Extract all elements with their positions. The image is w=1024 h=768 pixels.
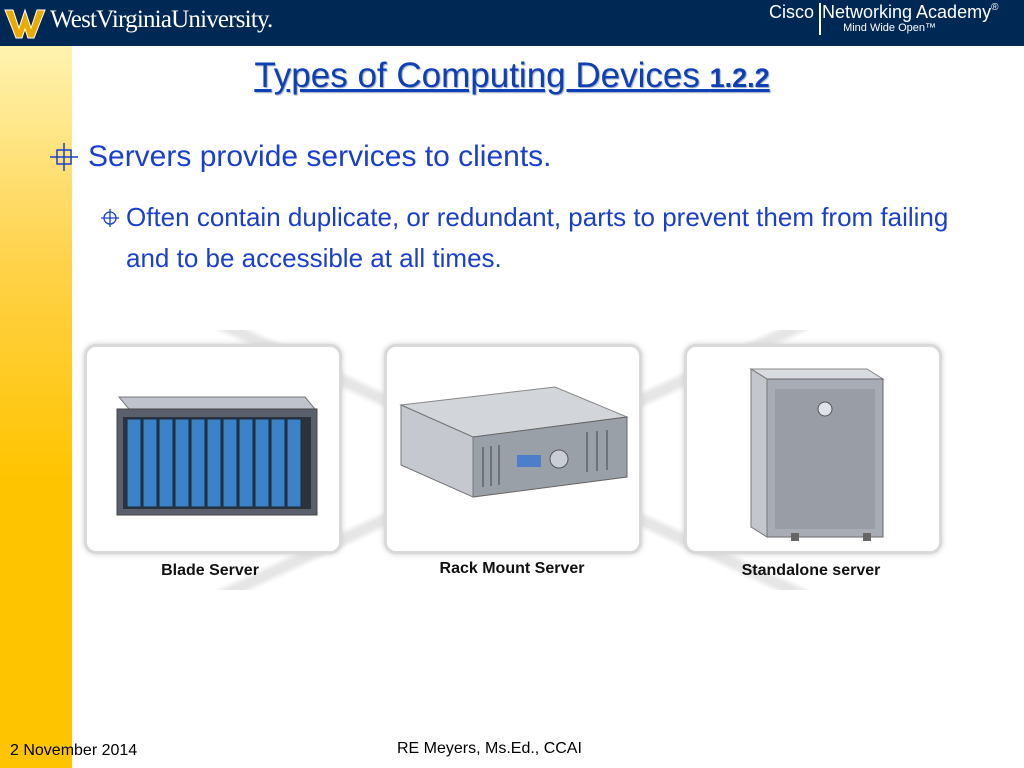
rack-mount-server-card [384,344,642,554]
slide-title [0,56,1024,96]
bullet-level-1 [48,140,552,174]
rack-mount-server-caption: Rack Mount Server [439,560,585,577]
blade-server-card [84,344,342,554]
footer-date: 2 November 2014 [10,742,138,759]
academy-tagline: Mind Wide Open™ [843,22,936,34]
blade-server-image [87,347,339,551]
square-crosshair-bullet-icon [48,141,80,173]
wvu-flying-wv-logo [4,4,46,42]
standalone-server-caption: Standalone server [741,562,881,579]
circle-crosshair-bullet-icon [100,208,120,228]
standalone-server-image [687,347,939,551]
header-bar [0,0,1024,46]
footer-author: RE Meyers, Ms.Ed., CCAI [397,740,582,757]
logo-divider [819,3,821,35]
standalone-server-card [684,344,942,554]
section-number: 1.2.2 [709,63,770,93]
title-text: Types of Computing Devices [254,56,710,95]
cisco-wordmark: Cisco [768,2,814,22]
server-image-gallery [80,330,960,590]
bullet-2-text: Often contain duplicate, or redundant, parts to prevent them from failing and to be accessible at all times. [126,202,949,273]
registered-mark: ® [991,2,999,13]
academy-wordmark [822,2,1012,23]
rack-mount-server-image [387,347,639,551]
academy-label: Networking Academy [822,2,992,22]
bullet-level-2 [100,197,980,279]
university-wordmark: WestVirginiaUniversity. [50,6,273,33]
bullet-1-text: Servers provide services to clients. [88,140,552,173]
blade-server-caption: Blade Server [161,562,259,579]
